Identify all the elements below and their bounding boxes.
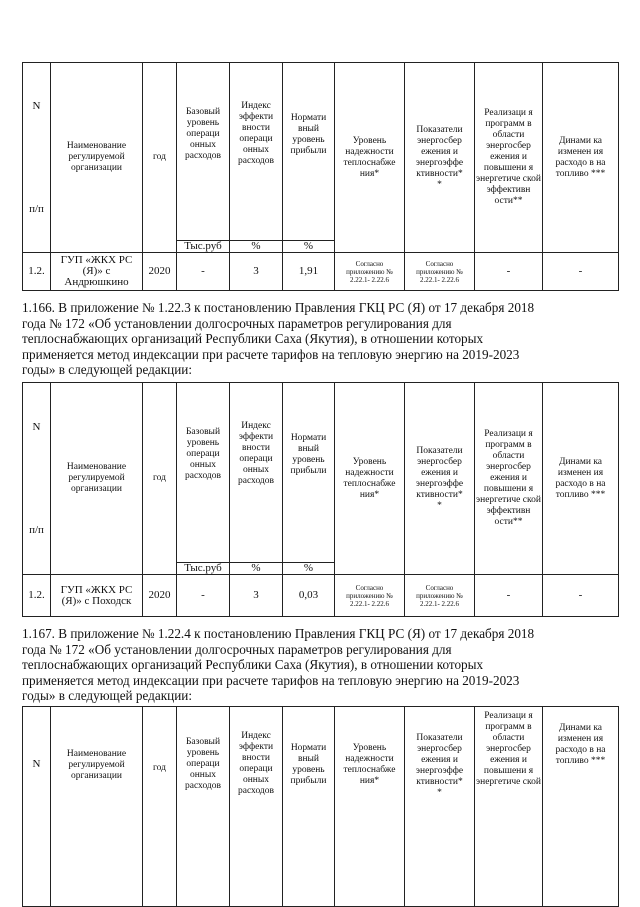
row-norm: 1,91 (283, 253, 335, 291)
header-year: год (143, 63, 177, 253)
header-index: Индекс эффекти вности операци онных расходов (230, 707, 283, 907)
row-index: 3 (230, 253, 283, 291)
row-dynamics: - (543, 575, 619, 617)
paragraph-1-166 (22, 300, 622, 378)
header-index: Индекс эффекти вности операци онных расходов (230, 383, 283, 563)
header-org-name: Наименование регулируемой организации (51, 707, 143, 907)
header-base: Базовый уровень операци онных расходов (177, 63, 230, 241)
row-program: - (475, 575, 543, 617)
row-year: 2020 (143, 253, 177, 291)
paragraph-line: года № 172 «Об установлении долгосрочных параметров регулирования для (22, 315, 452, 331)
header-energy-star: * (437, 179, 442, 190)
header-base: Базовый уровень операци онных расходов (177, 707, 230, 907)
paragraph-line: теплоснабжающих организаций Республики Саха (Якутия), в отношении которых (22, 657, 484, 673)
unit-base (177, 563, 230, 575)
header-n-label: N (32, 758, 41, 770)
header-program: Реализаци я программ в области энергосбер ежения и повышени я энергетиче ской (475, 707, 543, 907)
header-energy-label: Показатели энергосбер ежения и энергоэффе ктивности* (415, 733, 464, 787)
row-level: Согласно приложению № 2.22.1- 2.22.6 (335, 253, 405, 291)
header-np-label: п/п (29, 202, 44, 215)
row-num: 1.2. (23, 253, 51, 291)
header-dynamics: Динами ка изменен ия расходо в на топливо *** (543, 707, 619, 907)
paragraph-line: применяется метод индексации при расчете тарифов на тепловую энергию на 2019-2023 (22, 346, 520, 362)
header-energy (405, 63, 475, 253)
paragraph-line: применяется метод индексации при расчете тарифов на тепловую энергию на 2019-2023 (22, 672, 520, 688)
table-row (23, 575, 619, 617)
unit-base-label: Тыс.руб (184, 240, 222, 252)
header-energy-label: Показатели энергосбер ежения и энергоэффе ктивности* (415, 445, 464, 500)
row-year: 2020 (143, 575, 177, 617)
paragraph-1-167 (22, 626, 622, 704)
tariff-table-1 (22, 62, 619, 291)
header-level: Уровень надежности теплоснабже ния* (335, 707, 405, 907)
header-n-label: N (32, 99, 41, 112)
row-norm: 0,03 (283, 575, 335, 617)
header-level: Уровень надежности теплоснабже ния* (335, 63, 405, 253)
header-org-name: Наименование регулируемой организации (51, 383, 143, 575)
header-norm: Нормати вный уровень прибыли (283, 383, 335, 563)
header-index: Индекс эффекти вности операци онных расходов (230, 63, 283, 241)
unit-index: % (230, 241, 283, 253)
header-n-label: N (32, 420, 41, 433)
paragraph-line: 1.166. В приложение № 1.22.3 к постановлению Правления ГКЦ РС (Я) от 17 декабря 2018 (22, 300, 535, 315)
header-np-label: п/п (29, 523, 44, 536)
header-program: Реализаци я программ в области энергосбер ежения и повышени я энергетиче ской эффективн ости** (475, 63, 543, 253)
row-index: 3 (230, 575, 283, 617)
header-org-name: Наименование регулируемой организации (51, 63, 143, 253)
header-year: год (143, 707, 177, 907)
header-n (23, 707, 51, 907)
row-base: - (177, 253, 230, 291)
paragraph-line: годы» в следующей редакции: (22, 688, 192, 704)
paragraph-line: 1.167. В приложение № 1.22.4 к постановлению Правления ГКЦ РС (Я) от 17 декабря 2018 (22, 626, 535, 641)
header-dynamics: Динами ка изменен ия расходо в на топливо *** (543, 383, 619, 575)
row-program: - (475, 253, 543, 291)
header-energy (405, 383, 475, 575)
row-base: - (177, 575, 230, 617)
table-row (23, 253, 619, 291)
header-base: Базовый уровень операци онных расходов (177, 383, 230, 563)
row-org: ГУП «ЖКХ РС (Я)» с Походск (51, 575, 143, 617)
tariff-table-3 (22, 706, 619, 907)
row-energy: Согласно приложению № 2.22.1- 2.22.6 (405, 253, 475, 291)
unit-base (177, 241, 230, 253)
header-level: Уровень надежности теплоснабже ния* (335, 383, 405, 575)
header-energy-star: * (437, 500, 442, 511)
row-dynamics: - (543, 253, 619, 291)
header-year: год (143, 383, 177, 575)
unit-base-label: Тыс.руб (184, 562, 222, 574)
unit-norm: % (283, 563, 335, 575)
row-level: Согласно приложению № 2.22.1- 2.22.6 (335, 575, 405, 617)
header-dynamics: Динами ка изменен ия расходо в на топливо *** (543, 63, 619, 253)
header-n (23, 63, 51, 253)
row-energy: Согласно приложению № 2.22.1- 2.22.6 (405, 575, 475, 617)
header-n (23, 383, 51, 575)
row-num: 1.2. (23, 575, 51, 617)
unit-norm: % (283, 241, 335, 253)
paragraph-line: годы» в следующей редакции: (22, 362, 192, 378)
tariff-table-2 (22, 382, 619, 617)
paragraph-line: теплоснабжающих организаций Республики Саха (Якутия), в отношении которых (22, 331, 484, 347)
row-org: ГУП «ЖКХ РС (Я)» с Андрюшкино (51, 253, 143, 291)
header-energy (405, 707, 475, 907)
paragraph-line: года № 172 «Об установлении долгосрочных параметров регулирования для (22, 641, 452, 657)
unit-index: % (230, 563, 283, 575)
header-energy-label: Показатели энергосбер ежения и энергоэффе ктивности* (415, 124, 464, 179)
header-program: Реализаци я программ в области энергосбер ежения и повышени я энергетиче ской эффективн ости** (475, 383, 543, 575)
header-norm: Нормати вный уровень прибыли (283, 63, 335, 241)
header-norm: Нормати вный уровень прибыли (283, 707, 335, 907)
header-energy-star: * (437, 788, 442, 798)
